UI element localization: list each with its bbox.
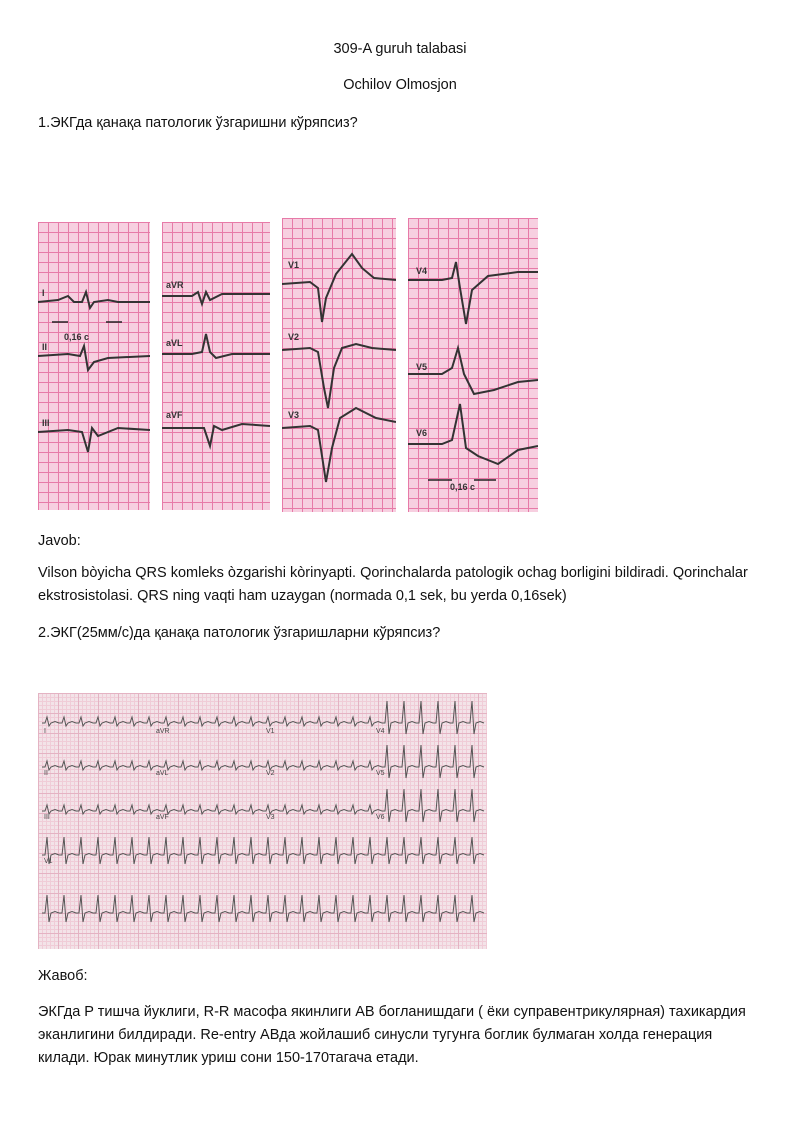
lead-label: V3 bbox=[266, 814, 275, 821]
ecg-panel-chest-2 bbox=[408, 218, 538, 512]
lead-label-v6: V6 bbox=[416, 428, 428, 438]
answer-label-2: Жавоб: bbox=[38, 968, 88, 984]
ecg-trace bbox=[42, 701, 484, 734]
student-name: Ochilov Olmosjon bbox=[343, 77, 457, 93]
interval-label: 0,16 c bbox=[64, 332, 90, 342]
lead-label: V1 bbox=[44, 858, 53, 865]
lead-label-v3: V3 bbox=[288, 410, 300, 420]
answer-2-line-3: килади. Юрак минутлик уриш сони 150-170тагача етади. bbox=[38, 1050, 419, 1066]
lead-label-avl: aVL bbox=[166, 338, 183, 348]
lead-label: I bbox=[44, 728, 46, 735]
lead-label-iii: III bbox=[42, 418, 50, 428]
answer-1-line-2: ekstrosistolasi. QRS ning vaqti ham uzaygan (normada 0,1 sek, bu yerda 0,16sek) bbox=[38, 588, 567, 604]
lead-label: V1 bbox=[266, 728, 275, 735]
group-title: 309-A guruh talabasi bbox=[333, 41, 467, 57]
lead-label-v1: V1 bbox=[288, 260, 300, 270]
ecg-panel-limb-2 bbox=[162, 222, 270, 510]
lead-label: V6 bbox=[376, 814, 385, 821]
lead-label: III bbox=[44, 814, 50, 821]
answer-2-line-2: эканлигини билдиради. Re-entry АВда жойлашиб синусли тугунга боглик булмаган холда генерация bbox=[38, 1027, 713, 1043]
ecg-trace bbox=[42, 789, 484, 822]
lead-label-v2: V2 bbox=[288, 332, 300, 342]
ecg-trace bbox=[42, 837, 484, 864]
ecg-figure-2 bbox=[38, 693, 487, 949]
answer-1-line-1: Vilson bòyicha QRS komleks òzgarishi kòrinyapti. Qorinchalarda patologik ochag borligini bildiradi. Qorinchalar bbox=[38, 565, 748, 581]
lead-label: II bbox=[44, 770, 48, 777]
lead-label: V2 bbox=[266, 770, 275, 777]
ecg-trace bbox=[42, 745, 484, 778]
ecg-panel-chest-1 bbox=[282, 218, 396, 512]
lead-label: V4 bbox=[376, 728, 385, 735]
lead-label-ii: II bbox=[42, 342, 48, 352]
question-2: 2.ЭКГ(25мм/с)да қанақа патологик ўзгаришларни кўряпсиз? bbox=[38, 625, 441, 641]
lead-label-avr: aVR bbox=[166, 280, 184, 290]
lead-label: aVF bbox=[156, 814, 169, 821]
lead-label: V5 bbox=[376, 770, 385, 777]
lead-label-v5: V5 bbox=[416, 362, 428, 372]
interval-label: 0,16 c bbox=[450, 482, 476, 492]
lead-label: aVL bbox=[156, 770, 169, 777]
answer-label-1: Javob: bbox=[38, 533, 81, 549]
ecg-panel-limb-1 bbox=[38, 222, 150, 510]
lead-label-i: I bbox=[42, 288, 45, 298]
question-1: 1.ЭКГда қанақа патологик ўзгаришни кўряпсиз? bbox=[38, 115, 358, 131]
lead-label-avf: aVF bbox=[166, 410, 183, 420]
ecg-trace bbox=[42, 895, 484, 922]
answer-2-line-1: ЭКГда P тишча йуклиги, R-R масофа якинлиги АВ богланишдаги ( ёки суправентрикулярная) тахикардия bbox=[38, 1004, 746, 1020]
lead-label-v4: V4 bbox=[416, 266, 428, 276]
lead-label: aVR bbox=[156, 728, 170, 735]
